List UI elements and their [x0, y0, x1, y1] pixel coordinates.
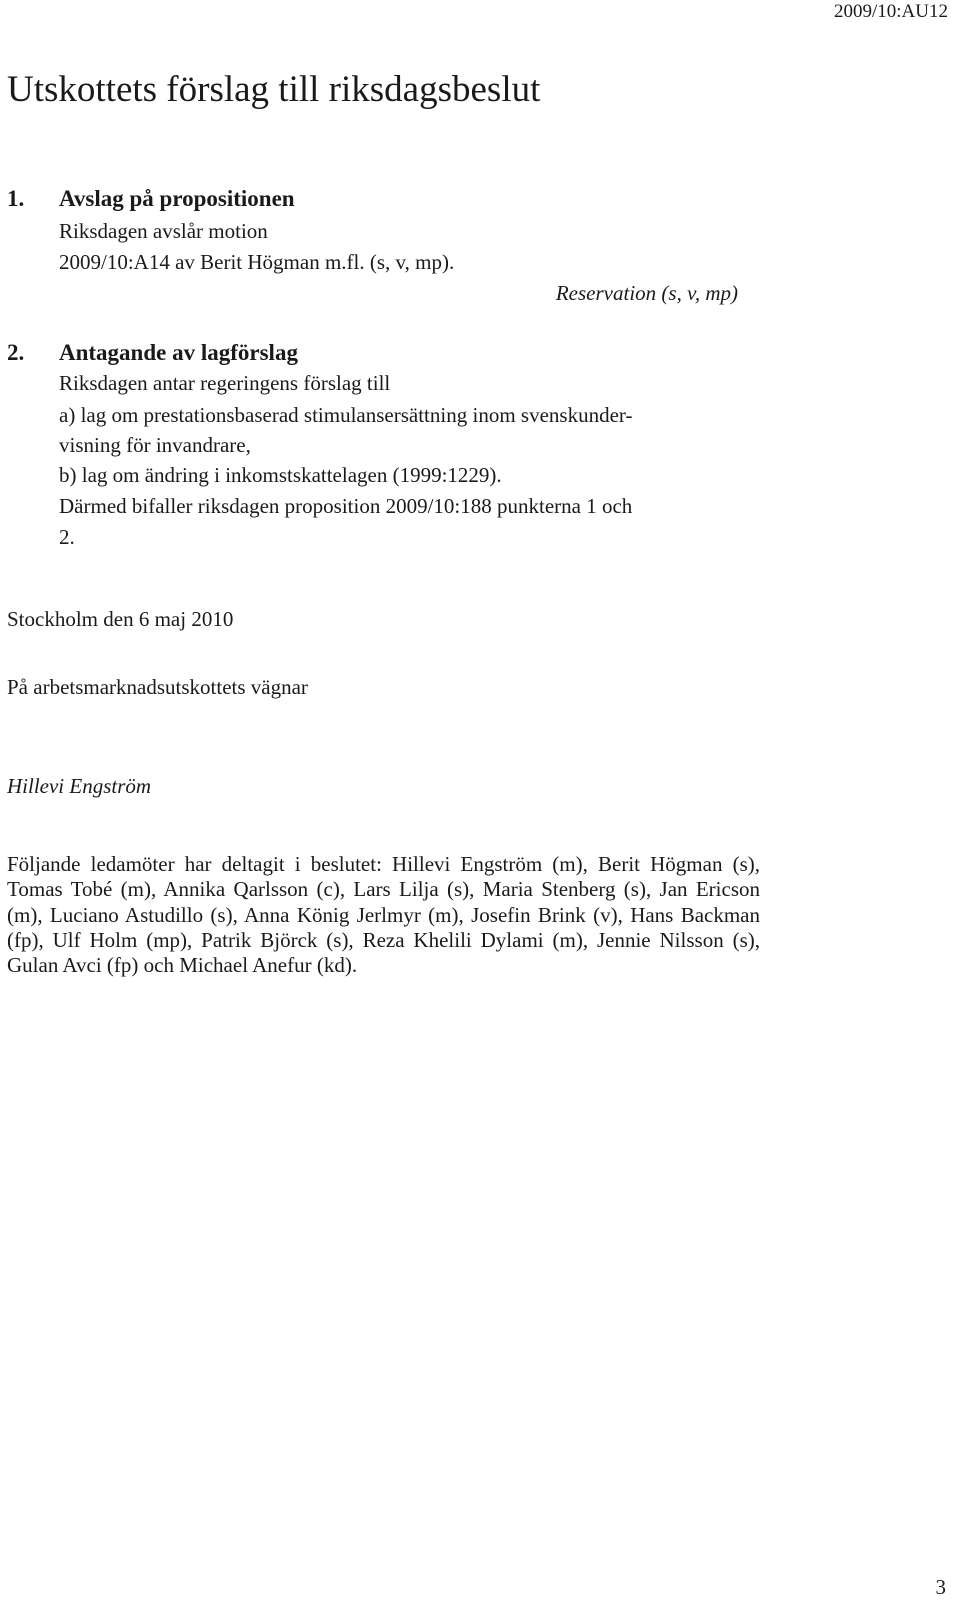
item-2-line-1: Riksdagen antar regeringens förslag till — [59, 371, 391, 395]
item-2-line-2: a) lag om prestationsbaserad stimulansersättning inom svenskunder- — [59, 403, 633, 427]
signature-name: Hillevi Engström — [7, 774, 152, 798]
item-1-heading: Avslag på propositionen — [59, 186, 295, 211]
participants-paragraph: Följande ledamöter har deltagit i beslutet: Hillevi Engström (m), Berit Högman (s), Tomas Tobé (m), Annika Qarlsson (c), Lars Lilja (s), Maria Stenberg (s), Jan Ericson (m), Luciano Astudillo (s), Anna König Jerlmyr (m), Josefin Brink (v), Hans Backman (fp), Ulf Holm (mp), Patrik Björck (s), Reza Khelili Dylami (m), Jennie Nilsson (s), Gulan Avci (fp) och Michael Anefur (kd). — [7, 852, 760, 978]
item-2-line-6: 2. — [59, 525, 75, 549]
item-2-line-5: Därmed bifaller riksdagen proposition 2009/10:188 punkterna 1 och — [59, 494, 633, 518]
page-number: 3 — [935, 1575, 946, 1599]
item-2-line-4: b) lag om ändring i inkomstskattelagen (1999:1229). — [59, 463, 502, 487]
item-1-reservation: Reservation (s, v, mp) — [555, 281, 738, 305]
item-1-number: 1. — [7, 186, 25, 211]
item-2-number: 2. — [7, 340, 25, 365]
behalf-line: På arbetsmarknadsutskottets vägnar — [7, 675, 308, 699]
page-title: Utskottets förslag till riksdagsbeslut — [7, 69, 541, 110]
item-1-line-2: 2009/10:A14 av Berit Högman m.fl. (s, v, mp). — [59, 250, 455, 274]
item-1-line-1: Riksdagen avslår motion — [59, 219, 268, 243]
item-2-line-3: visning för invandrare, — [59, 433, 251, 457]
item-2-heading: Antagande av lagförslag — [59, 340, 298, 365]
place-date: Stockholm den 6 maj 2010 — [7, 607, 234, 631]
document-id: 2009/10:AU12 — [834, 1, 948, 22]
